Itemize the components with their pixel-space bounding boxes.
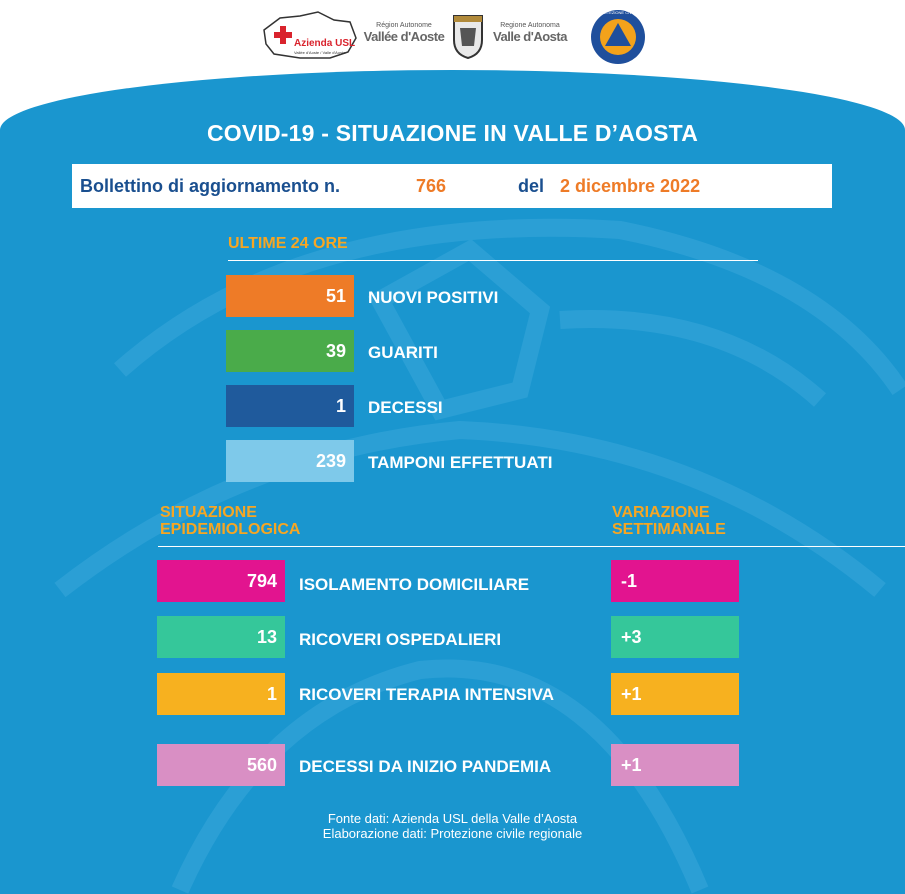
region-fr-logo	[362, 8, 446, 58]
region-fr-line2: Vallée d'Aoste	[363, 29, 445, 44]
coat-of-arms-icon	[448, 8, 488, 62]
last24-value-recovered: 39	[226, 330, 354, 372]
epi-label-hospitalized: RICOVERI OSPEDALIERI	[299, 630, 502, 649]
civil-protection-logo	[588, 8, 648, 66]
region-it-line1: Regione Autonoma	[500, 22, 560, 29]
page-title: COVID-19 - SITUAZIONE IN VALLE D’AOSTA	[206, 120, 699, 146]
epi-value-total-deaths: 560	[157, 744, 285, 786]
last24-label-new-positives: NUOVI POSITIVI	[368, 288, 499, 307]
usl-logo-subtext: Vallée d'Aoste / Valle d'Aosta	[294, 50, 346, 55]
last24-label-recovered: GUARITI	[368, 343, 438, 362]
epi-label-total-deaths: DECESSI DA INIZIO PANDEMIA	[299, 757, 552, 776]
last24-label-swabs: TAMPONI EFFETTUATI	[368, 453, 553, 472]
epi-label-home-isolation: ISOLAMENTO DOMICILIARE	[299, 575, 530, 594]
last24-value-new-positives: 51	[226, 275, 354, 317]
region-fr-line1: Région Autonome	[376, 22, 432, 29]
footer-elaboration: Elaborazione dati: Protezione civile regionale	[322, 826, 583, 841]
epi-value-hospitalized: 13	[157, 616, 285, 658]
variation-heading-line1: VARIAZIONE	[612, 504, 710, 521]
last24-heading: ULTIME 24 ORE	[228, 235, 348, 252]
footer-source: Fonte dati: Azienda USL della Valle d’Aosta	[327, 811, 578, 826]
epi-heading-line1: SITUAZIONE	[160, 504, 257, 521]
bulletin-date: 2 dicembre 2022	[560, 176, 701, 196]
epi-heading-line2: EPIDEMIOLOGICA	[160, 521, 301, 538]
epi-variation-intensive-care: +1	[611, 673, 739, 715]
epi-value-intensive-care: 1	[157, 673, 285, 715]
last24-label-deaths: DECESSI	[368, 398, 443, 417]
epi-variation-hospitalized: +3	[611, 616, 739, 658]
bulletin-number: 766	[416, 176, 447, 196]
epi-variation-home-isolation: -1	[611, 560, 739, 602]
last24-value-swabs: 239	[226, 440, 354, 482]
epi-divider	[158, 546, 905, 547]
bulletin-del-label: del	[518, 176, 545, 196]
epi-variation-total-deaths: +1	[611, 744, 739, 786]
usl-logo-text: Azienda USL	[294, 38, 356, 49]
last24-value-deaths: 1	[226, 385, 354, 427]
civil-protection-text: PROTEZIONE CIVILE	[598, 10, 638, 15]
usl-logo	[260, 8, 360, 64]
variation-heading-line2: SETTIMANALE	[612, 521, 726, 538]
epi-value-home-isolation: 794	[157, 560, 285, 602]
bulletin-bar	[72, 164, 832, 208]
region-it-logo	[488, 8, 572, 58]
last24-divider	[228, 260, 758, 261]
bulletin-label: Bollettino di aggiornamento n.	[80, 176, 340, 196]
epi-label-intensive-care: RICOVERI TERAPIA INTENSIVA	[299, 685, 555, 704]
region-it-line2: Valle d'Aosta	[493, 29, 567, 44]
